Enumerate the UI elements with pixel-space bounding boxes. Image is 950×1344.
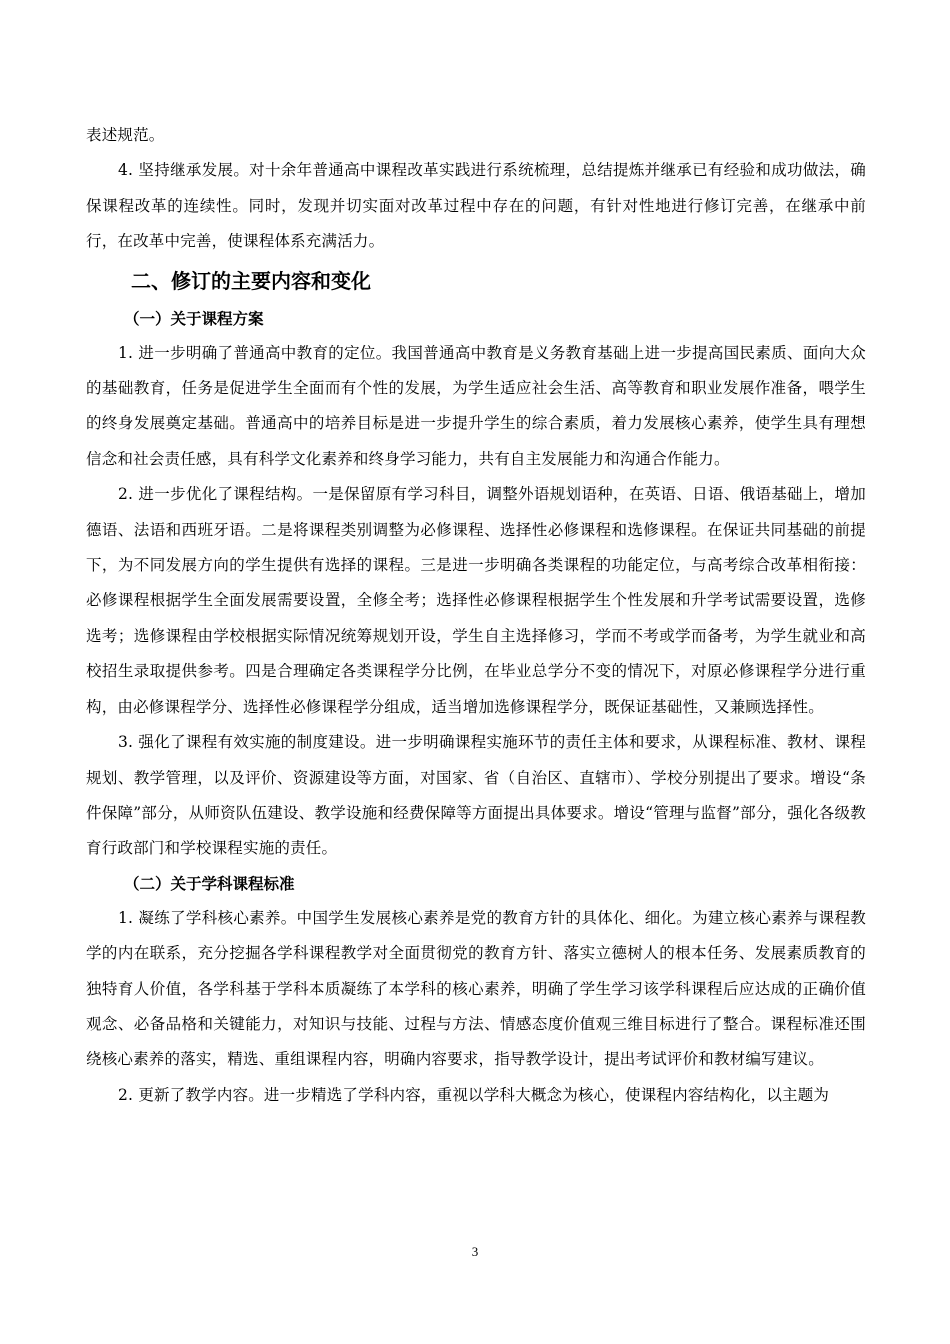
page-number: 3 xyxy=(471,1244,479,1259)
paragraph-plan-item-1: 1. 进一步明确了普通高中教育的定位。我国普通高中教育是义务教育基础上进一步提高国民素质、面向大众的基础教育，任务是促进学生全面而有个性的发展，为学生适应社会生活、高等教育和职业发展作准备，喂学生的终身发展奠定基础。普通高中的培养目标是进一步提升学生的综合素质，着力发展核心素养，使学生具有理想信念和社会责任感，具有科学文化素养和终身学习能力，共有自主发展能力和沟通合作能力。 xyxy=(86,343,866,468)
paragraph-plan-item-3: 3. 强化了课程有效实施的制度建设。进一步明确课程实施环节的责任主体和要求，从课程标准、教材、课程规划、教学管理，以及评价、资源建设等方面，对国家、省（自治区、直辖市）、学校分别提出了要求。增设“条件保障”部分，从师资队伍建设、教学设施和经费保障等方面提出具体要求。增设“管理与监督”部分，强化各级教育行政部门和学校课程实施的责任。 xyxy=(86,733,866,858)
paragraph-plan-item-2: 2. 进一步优化了课程结构。一是保留原有学习科目，调整外语规划语种，在英语、日语、俄语基础上，增加德语、法语和西班牙语。二是将课程类别调整为必修课程、选择性必修课程和选修课程。在保证共同基础的前提下，为不同发展方向的学生提供有选择的课程。三是进一步明确各类课程的功能定位，与高考综合改革相衔接：必修课程根据学生全面发展需要设置，全修全考；选择性必修课程根据学生个性发展和升学考试需要设置，选修选考；选修课程由学校根据实际情况统筹规划开设，学生自主选择修习，学而不考或学而备考，为学生就业和高校招生录取提供参考。四是合理确定各类课程学分比例，在毕业总学分不变的情况下，对原必修课程学分进行重构，由必修课程学分、选择性必修课程学分组成，适当增加选修课程学分，既保证基础性，又兼顾选择性。 xyxy=(86,485,866,716)
paragraph-standards-item-2: 2. 更新了教学内容。进一步精选了学科内容，重视以学科大概念为核心，使课程内容结构化，以主题为 xyxy=(118,1085,830,1104)
section-heading-revision-content: 二、修订的主要内容和变化 xyxy=(131,268,371,293)
subsection-heading-curriculum-plan: （一）关于课程方案 xyxy=(124,309,264,328)
paragraph-standards-item-1: 1. 凝练了学科核心素养。中国学生发展核心素养是党的教育方针的具体化、细化。为建立核心素养与课程教学的内在联系，充分挖掘各学科课程教学对全面贯彻党的教育方针、落实立德树人的根本任务、发展素质教育的独特育人价值，各学科基于学科本质凝练了本学科的核心素养，明确了学生学习该学科课程后应达成的正确价值观念、必备品格和关键能力，对知识与技能、过程与方法、情感态度价值观三维目标进行了整合。课程标准还围绕核心素养的落实，精选、重组课程内容，明确内容要求，指导教学设计，提出考试评价和教材编写建议。 xyxy=(86,908,866,1069)
paragraph-principle-4: 4. 坚持继承发展。对十余年普通高中课程改革实践进行系统梳理，总结提炼并继承已有经验和成功做法，确保课程改革的连续性。同时，发现并切实面对改革过程中存在的问题，有针对性地进行修订完善，在继承中前行，在改革中完善，使课程体系充满活力。 xyxy=(86,161,866,251)
subsection-heading-subject-standards: （二）关于学科课程标准 xyxy=(124,874,295,893)
paragraph-continuation: 表述规范。 xyxy=(86,126,165,144)
document-body xyxy=(86,118,866,1113)
